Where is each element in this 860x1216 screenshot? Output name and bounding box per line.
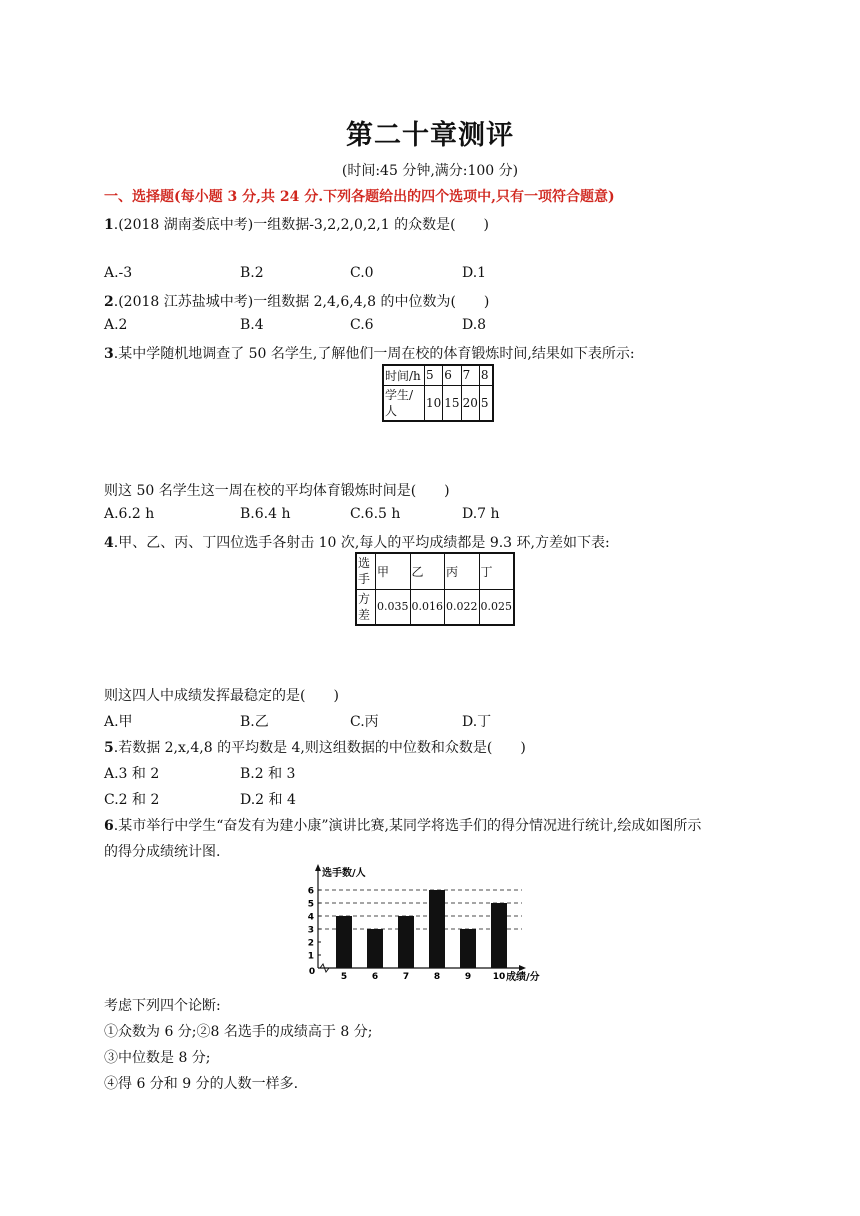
option-d: D.8 xyxy=(462,317,487,333)
option-c: C.0 xyxy=(350,265,374,281)
table-cell: 10 xyxy=(425,385,443,421)
question-number: 6 xyxy=(104,818,114,834)
y-tick-label: 5 xyxy=(307,899,314,910)
option-b: B.乙 xyxy=(240,714,269,730)
chart-svg xyxy=(296,864,556,984)
option-b: B.4 xyxy=(240,317,264,333)
option-d: D.2 和 4 xyxy=(240,792,296,808)
question-number: 2 xyxy=(104,294,114,310)
claim-1-2: ①众数为 6 分;②8 名选手的成绩高于 8 分; xyxy=(104,1024,373,1040)
table-cell: 丁 xyxy=(479,553,514,589)
option-d: D.7 h xyxy=(462,506,500,522)
question-2 xyxy=(104,291,489,311)
y-tick-label: 6 xyxy=(307,886,314,897)
question-text: .某市举行中学生“奋发有为建小康”演讲比赛,某同学将选手们的得分情况进行统计,绘成如图所示 xyxy=(113,818,702,834)
question-5 xyxy=(104,737,526,757)
table-cell: 学生/人 xyxy=(383,385,425,421)
question-4 xyxy=(104,532,610,552)
x-tick-label: 7 xyxy=(402,972,410,982)
y-tick-label: 2 xyxy=(307,938,314,949)
table-cell: 0.035 xyxy=(376,589,411,625)
x-axis-label: 成绩/分 xyxy=(506,972,540,983)
x-tick-label: 6 xyxy=(371,972,379,982)
score-bar-chart xyxy=(296,864,556,984)
x-axis-arrow xyxy=(519,965,526,971)
question-text: .若数据 2,x,4,8 的平均数是 4,则这组数据的中位数和众数是( ) xyxy=(113,740,526,756)
option-c: C.丙 xyxy=(350,714,379,730)
bar xyxy=(429,890,445,968)
question-text: .甲、乙、丙、丁四位选手各射击 10 次,每人的平均成绩都是 9.3 环,方差如下表: xyxy=(113,535,610,551)
table-cell: 5 xyxy=(425,365,443,385)
table-cell: 方差 xyxy=(356,589,376,625)
option-a: A.6.2 h xyxy=(104,506,155,522)
y-tick-label: 1 xyxy=(307,951,314,962)
x-tick-label: 9 xyxy=(464,972,472,982)
question-1 xyxy=(104,214,489,234)
bar xyxy=(336,916,352,968)
bar xyxy=(491,903,507,968)
table-cell: 时间/h xyxy=(383,365,425,385)
option-d: D.丁 xyxy=(462,714,492,730)
table-cell: 7 xyxy=(461,365,479,385)
y-axis-arrow xyxy=(315,864,321,871)
x-tick-label: 5 xyxy=(340,972,348,982)
table-cell: 丙 xyxy=(445,553,480,589)
table-cell: 15 xyxy=(443,385,461,421)
claim-4: ④得 6 分和 9 分的人数一样多. xyxy=(104,1076,299,1092)
time-table xyxy=(382,364,494,422)
question-number: 5 xyxy=(104,740,114,756)
option-c: C.2 和 2 xyxy=(104,792,160,808)
option-b: B.2 xyxy=(240,265,264,281)
option-a: A.甲 xyxy=(104,714,133,730)
table-cell: 5 xyxy=(479,385,493,421)
table-cell: 乙 xyxy=(410,553,445,589)
table-cell: 0.016 xyxy=(410,589,445,625)
option-b: B.6.4 h xyxy=(240,506,291,522)
question-6-continued: 的得分成绩统计图. xyxy=(104,844,221,860)
claim-3: ③中位数是 8 分; xyxy=(104,1050,211,1066)
question-text: .(2018 江苏盐城中考)一组数据 2,4,6,4,8 的中位数为( ) xyxy=(113,294,490,310)
question-number: 1 xyxy=(104,217,114,233)
question-number: 4 xyxy=(104,535,114,551)
table-cell: 甲 xyxy=(376,553,411,589)
table-cell: 0.025 xyxy=(479,589,514,625)
option-c: C.6.5 h xyxy=(350,506,401,522)
table-cell: 0.022 xyxy=(445,589,480,625)
option-a: A.3 和 2 xyxy=(104,766,160,782)
y-axis-label: 选手数/人 xyxy=(322,868,366,879)
table-cell: 20 xyxy=(461,385,479,421)
bar xyxy=(367,929,383,968)
question-text: .某中学随机地调查了 50 名学生,了解他们一周在校的体育锻炼时间,结果如下表所示: xyxy=(113,346,635,362)
exam-info: (时间:45 分钟,满分:100 分) xyxy=(341,163,519,179)
x-tick-label: 8 xyxy=(433,972,441,982)
option-b: B.2 和 3 xyxy=(240,766,296,782)
question-number: 3 xyxy=(104,346,114,362)
variance-table xyxy=(355,552,515,626)
claims-intro: 考虑下列四个论断: xyxy=(104,998,221,1014)
question-3-stem: 则这 50 名学生这一周在校的平均体育锻炼时间是( ) xyxy=(104,483,450,499)
section-heading: 一、选择题(每小题 3 分,共 24 分.下列各题给出的四个选项中,只有一项符合题意) xyxy=(104,189,615,205)
table-cell: 8 xyxy=(479,365,493,385)
page-title: 第二十章测评 xyxy=(346,120,514,151)
option-a: A.2 xyxy=(104,317,128,333)
bar xyxy=(398,916,414,968)
x-tick-label: 10 xyxy=(492,972,506,982)
table-cell: 选手 xyxy=(356,553,376,589)
y-tick-label: 4 xyxy=(307,912,314,923)
bar xyxy=(460,929,476,968)
question-text: .(2018 湖南娄底中考)一组数据-3,2,2,0,2,1 的众数是( ) xyxy=(113,217,490,233)
option-d: D.1 xyxy=(462,265,487,281)
question-6 xyxy=(104,815,701,835)
table-cell: 6 xyxy=(443,365,461,385)
question-3 xyxy=(104,343,635,363)
y-tick-label: 3 xyxy=(307,925,314,936)
origin-label: 0 xyxy=(308,967,316,977)
question-4-stem: 则这四人中成绩发挥最稳定的是( ) xyxy=(104,688,339,704)
option-c: C.6 xyxy=(350,317,374,333)
option-a: A.-3 xyxy=(104,265,133,281)
